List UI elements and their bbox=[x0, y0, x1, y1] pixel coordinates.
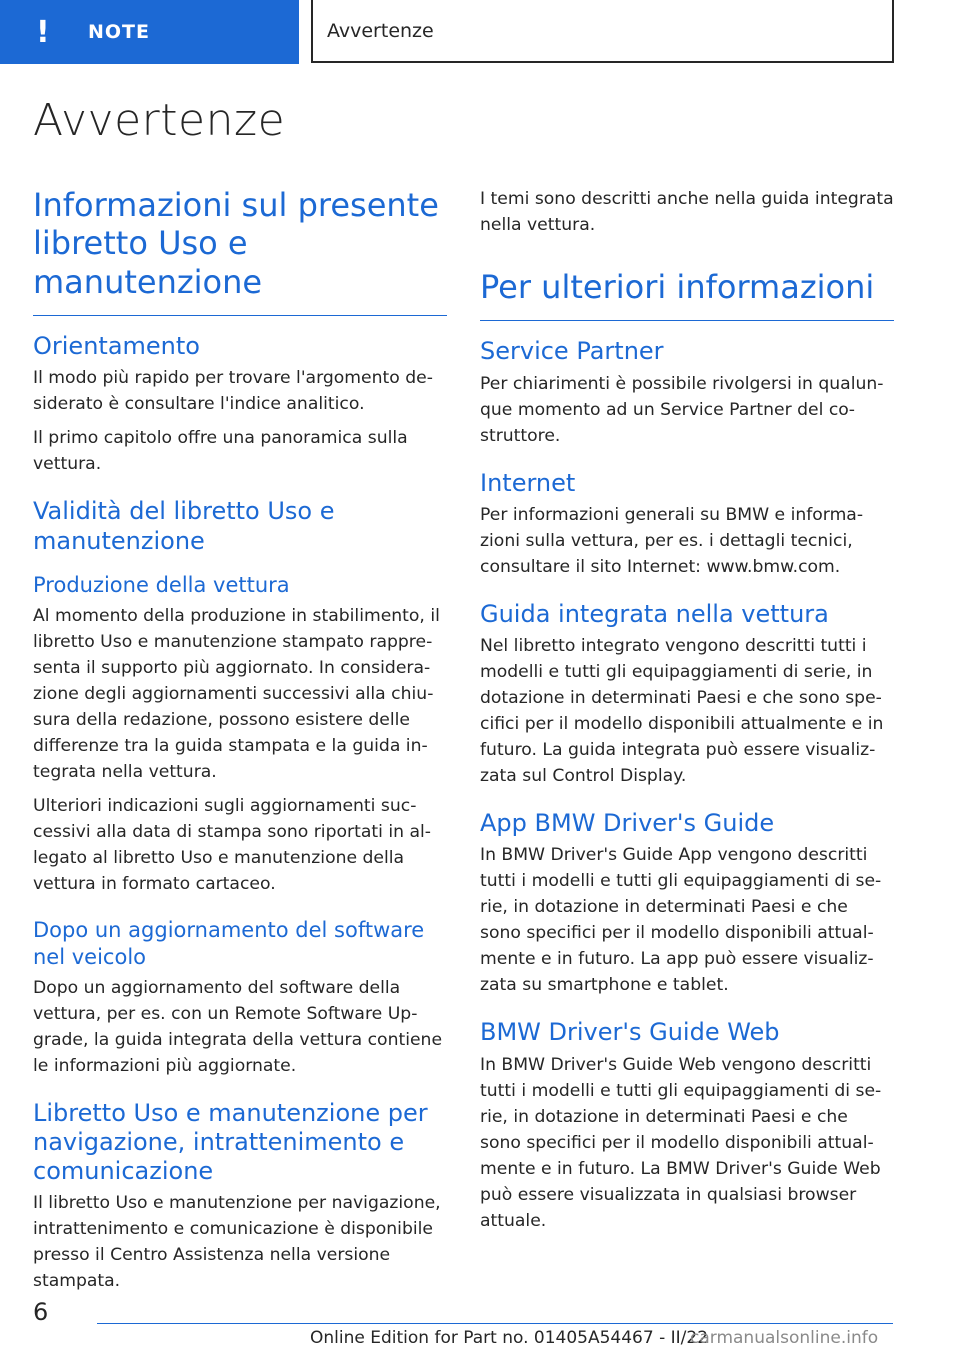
paragraph-navigazione: Il libretto Uso e manutenzione per navigazione, intrattenimento e comunicazione è disponibile presso il Centro Assistenza nella versione stampata. bbox=[33, 1193, 441, 1292]
paragraph-aggiornamento: Dopo un aggiornamento del software della vettura, per es. con un Remote Software Upgrade, la guida integrata della vettura contiene le informazioni più aggiornate. bbox=[33, 977, 443, 1076]
heading-guida-integrata: Guida integrata nella vettura bbox=[480, 599, 829, 628]
heading-orientamento: Orientamento bbox=[33, 332, 200, 361]
heading-validita: Validità del libretto Uso e manutenzione bbox=[33, 497, 335, 555]
paragraph-internet: Per informazioni generali su BMW e informazioni sulla vettura, per es. i dettagli tecnici, consultare il sito Internet: www.bmw.com. bbox=[480, 504, 864, 577]
section-title-box bbox=[311, 0, 894, 63]
note-tab bbox=[0, 0, 299, 64]
heading-informazioni: Informazioni sul presente libretto Uso e manutenzione bbox=[33, 186, 447, 316]
paragraph-app: In BMW Driver's Guide App vengono descritti tutti i modelli e tutti gli equipaggiamenti di serie, in dotazione in determinati Paesi e che sono specifici per il modello disponibili attualmente e in futuro. La app può essere visualizzata su smartphone e tablet. bbox=[480, 845, 882, 996]
footer-edition: Online Edition for Part no. 01405A54467 - II/22 bbox=[310, 1328, 709, 1348]
right-column bbox=[480, 186, 894, 1242]
paragraph-orientamento-1: Il modo più rapido per trovare l'argomento desiderato è consultare l'indice analitico. bbox=[33, 368, 433, 415]
heading-web: BMW Driver's Guide Web bbox=[480, 1018, 780, 1047]
paragraph-web: In BMW Driver's Guide Web vengono descritti tutti i modelli e tutti gli equipaggiamenti di serie, in dotazione in determinati Paesi e che sono specifici per il modello disponibili attualmente e in futuro. La BMW Driver's Guide Web può essere visualizzata in qualsiasi browser attuale. bbox=[480, 1054, 882, 1231]
paragraph-produzione-1: Al momento della produzione in stabilimento, il libretto Uso e manutenzione stampato rappresenta il supporto più aggiornato. In considerazione degli aggiornamenti successivi alla chiusura della redazione, possono esistere delle differenze tra la guida stampata e la guida integrata nella vettura. bbox=[33, 605, 440, 782]
heading-app: App BMW Driver's Guide bbox=[480, 809, 775, 838]
footer-divider bbox=[97, 1323, 893, 1324]
heading-ulteriori: Per ulteriori informazioni bbox=[480, 268, 894, 321]
paragraph-orientamento-2: Il primo capitolo offre una panoramica sulla vettura. bbox=[33, 428, 408, 475]
paragraph-guida-integrata: Nel libretto integrato vengono descritti tutti i modelli e tutti gli equipaggiamenti di serie, in dotazione in determinati Paesi e che sono specifici per il modello disponibili attualmente e in futuro. La guida integrata può essere visualizzata sul Control Display. bbox=[480, 636, 884, 787]
heading-internet: Internet bbox=[480, 468, 576, 497]
watermark: carmanualsonline.info bbox=[690, 1328, 879, 1348]
heading-navigazione: Libretto Uso e manutenzione per navigazione, intrattenimento e comunicazione bbox=[33, 1098, 428, 1186]
paragraph-service-partner: Per chiarimenti è possibile rivolgersi in qualunque momento ad un Service Partner del costruttore. bbox=[480, 373, 884, 446]
paragraph-temi: I temi sono descritti anche nella guida integrata nella vettura. bbox=[480, 189, 894, 235]
note-label: NOTE bbox=[88, 21, 150, 43]
heading-aggiornamento: Dopo un aggiornamento del software nel veicolo bbox=[33, 917, 425, 969]
page-header bbox=[0, 0, 960, 66]
page-title: Avvertenze bbox=[33, 95, 286, 146]
heading-service-partner: Service Partner bbox=[480, 337, 664, 366]
left-column bbox=[33, 186, 447, 1302]
heading-produzione: Produzione della vettura bbox=[33, 572, 290, 597]
section-title: Avvertenze bbox=[327, 19, 434, 42]
page-number: 6 bbox=[33, 1298, 49, 1326]
exclamation-icon: ! bbox=[36, 14, 50, 50]
paragraph-produzione-2: Ulteriori indicazioni sugli aggiornamenti successivi alla data di stampa sono riportati in allegato al libretto Uso e manutenzione della vettura in formato cartaceo. bbox=[33, 795, 431, 894]
